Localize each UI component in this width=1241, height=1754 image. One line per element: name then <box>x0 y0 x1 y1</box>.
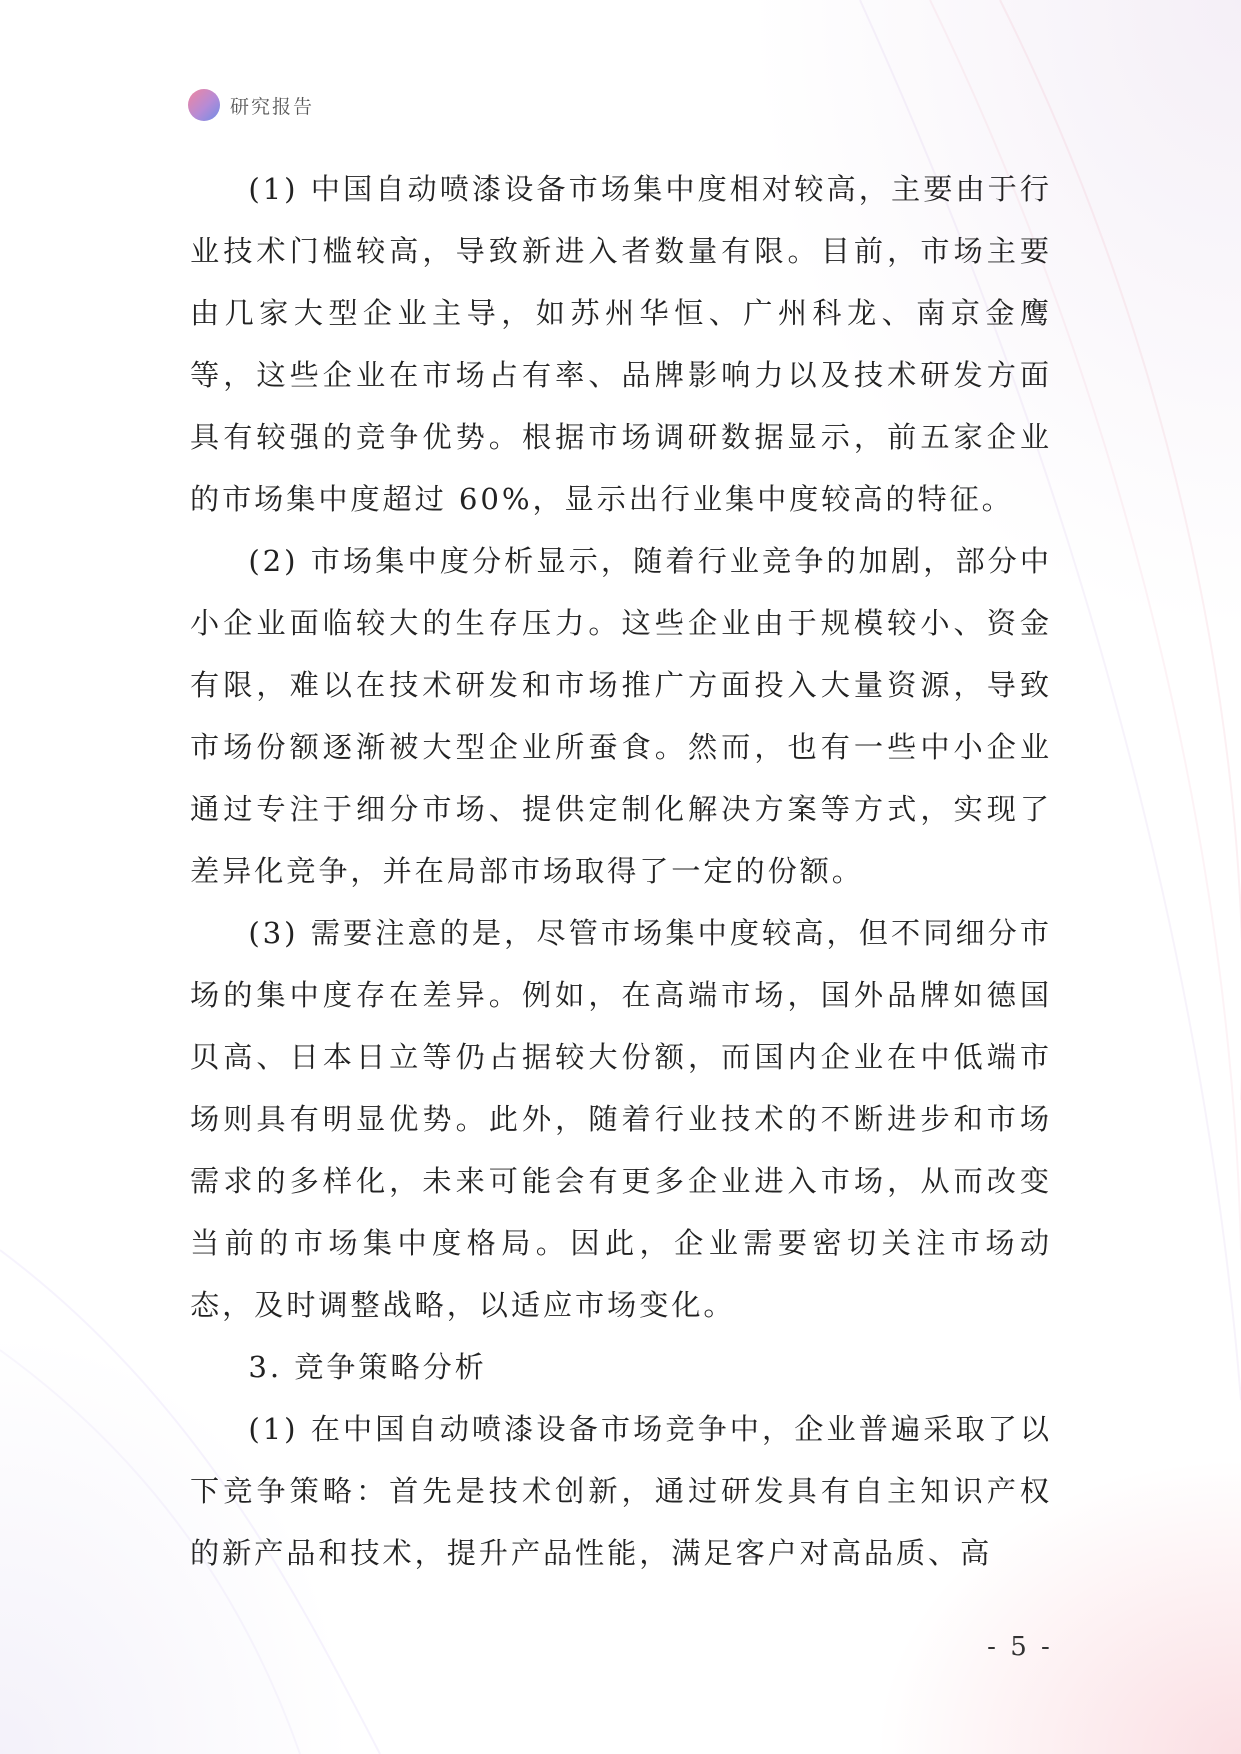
logo-circle-icon <box>188 89 220 121</box>
section-heading: 3. 竞争策略分析 <box>248 1350 487 1384</box>
paragraph-3: (3) 需要注意的是，尽管市场集中度较高，但不同细分市场的集中度存在差异。例如，在高端市场，国外品牌如德国贝高、日本日立等仍占据较大份额，而国内企业在中低端市场则具有明显优势。此外，随着行业技术的不断进步和市场需求的多样化，未来可能会有更多企业进入市场，从而改变当前的市场集中度格局。因此，企业需要密切关注市场动态，及时调整战略，以适应市场变化。 <box>190 916 1052 1322</box>
section-paragraph-1: (1) 在中国自动喷漆设备市场竞争中，企业普遍采取了以下竞争策略：首先是技术创新，通过研发具有自主知识产权的新产品和技术，提升产品性能，满足客户对高品质、高 <box>190 1412 1052 1570</box>
page-header <box>188 88 314 122</box>
header-title: 研究报告 <box>230 95 315 118</box>
paragraph-1: (1) 中国自动喷漆设备市场集中度相对较高，主要由于行业技术门槛较高，导致新进入者数量有限。目前，市场主要由几家大型企业主导，如苏州华恒、广州科龙、南京金鹰等，这些企业在市场占有率、品牌影响力以及技术研发方面具有较强的竞争优势。根据市场调研数据显示，前五家企业的市场集中度超过 60%，显示出行业集中度较高的特征。 <box>190 172 1052 516</box>
paragraph-2: (2) 市场集中度分析显示，随着行业竞争的加剧，部分中小企业面临较大的生存压力。这些企业由于规模较小、资金有限，难以在技术研发和市场推广方面投入大量资源，导致市场份额逐渐被大型企业所蚕食。然而，也有一些中小企业通过专注于细分市场、提供定制化解决方案等方式，实现了差异化竞争，并在局部市场取得了一定的份额。 <box>190 544 1052 888</box>
page-number: - 5 - <box>987 1632 1053 1662</box>
document-body <box>190 158 1052 1584</box>
